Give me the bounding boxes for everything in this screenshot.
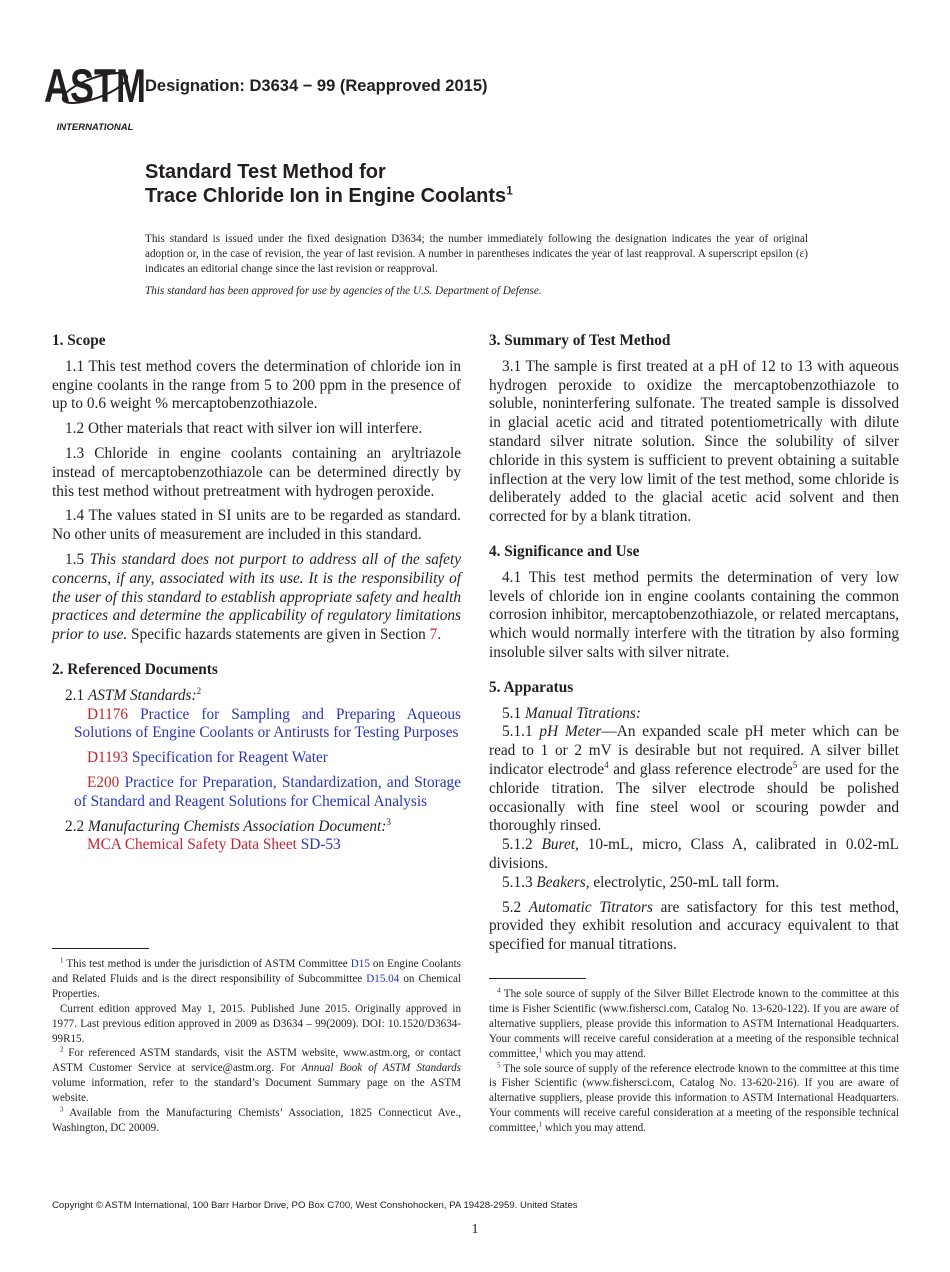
text-run: 5.1.2 <box>502 836 542 854</box>
paragraph <box>52 551 461 645</box>
referenced-document <box>52 836 461 855</box>
astm-logo <box>44 55 146 133</box>
text-run: Specific hazards statements are given in Section <box>127 626 430 644</box>
reference-link[interactable]: D1193 <box>87 749 129 767</box>
page-title <box>145 160 513 208</box>
reference-link[interactable]: Specification for Reagent Water <box>128 749 328 767</box>
footnote <box>52 1046 461 1106</box>
title-line-2: Trace Chloride Ion in Engine Coolants <box>145 185 507 207</box>
text-run: 1.3 Chloride in engine coolants containing an aryltriazole instead of mercaptobenzothiazole can be determined directly by this test method without pretreatment with hydrogen peroxide. <box>52 444 461 500</box>
text-run: and glass reference electrode <box>608 760 793 778</box>
paragraph <box>52 420 461 439</box>
footnote-mark: 5 <box>497 1060 501 1069</box>
text-run: 5.1.1 <box>502 723 540 741</box>
footnotes-left <box>52 957 461 1136</box>
text-run: Beakers, <box>536 873 590 891</box>
reference-link[interactable]: D15.04 <box>366 972 400 985</box>
copyright: Copyright © ASTM International, 100 Barr Harbor Drive, PO Box C700, West Conshohocken, PA 19428-2959. United States <box>52 1200 578 1211</box>
footnote <box>52 1106 461 1136</box>
designation: Designation: D3634 − 99 (Reapproved 2015) <box>145 77 488 95</box>
referenced-document <box>52 749 461 768</box>
text-run: 10-mL, micro, Class A, calibrated in 0.02-mL divisions. <box>489 836 899 872</box>
paragraph <box>489 899 899 955</box>
footnote-mark: 2 <box>196 685 202 696</box>
footnote <box>52 1002 461 1047</box>
footnote-mark: 1 <box>538 1120 543 1129</box>
designation-notice: This standard is issued under the fixed designation D3634; the number immediately following the designation indicates the year of original adoption or, in the case of revision, the year of last revision. A number in parentheses indicates the year of last reapproval. A superscript epsilon (ε) indicates an editorial change since the last revision or reapproval. <box>145 233 808 275</box>
text-run: Annual Book of ASTM Standards <box>301 1062 461 1075</box>
text-run: on Engine Coolants and Related Fluids and is the direct responsibility of Subcommittee <box>52 958 461 985</box>
paragraph <box>489 358 899 527</box>
right-column <box>489 332 899 961</box>
text-run: This standard does not purport to address all of the safety concerns, if any, associated with its use. It is the responsibility of the user of this standard to establish appropriate safety and health practices and determine the applicability of regulatory limitations prior to use. <box>52 550 461 644</box>
svg-text:ASTM: ASTM <box>44 59 146 112</box>
text-run: electrolytic, 250-mL tall form. <box>589 873 780 891</box>
footnote-divider <box>489 978 586 979</box>
referenced-document <box>52 706 461 744</box>
text-run: are used for the chloride titration. The silver electrode should be polished occasionally with fine steel wool or scouring powder and thoroughly rinsed. <box>489 760 899 835</box>
text-run: This test method is under the jurisdiction of ASTM Committee <box>63 958 351 970</box>
text-run: which you may attend. <box>542 1122 646 1135</box>
paragraph <box>52 818 461 837</box>
text-run: Manual Titrations: <box>524 704 641 722</box>
text-run: volume information, refer to the standard’s Document Summary page on the ASTM website. <box>52 1077 461 1105</box>
left-column <box>52 332 461 861</box>
reference-link[interactable]: SD-53 <box>300 836 341 854</box>
footnote-divider <box>52 948 149 949</box>
section-heading: 1. Scope <box>52 332 106 349</box>
text-run: For referenced ASTM standards, visit the ASTM website, www.astm.org, or contact ASTM Customer Service at service@astm.org. For <box>52 1047 461 1075</box>
text-run: pH Meter <box>539 723 602 741</box>
footnote <box>489 1062 899 1137</box>
text-run: 1.4 The values stated in SI units are to be regarded as standard. No other units of measurement are included in this standard. <box>52 507 461 544</box>
reference-link[interactable]: D1176 <box>87 705 129 723</box>
footnote <box>489 987 899 1062</box>
section-heading: 3. Summary of Test Method <box>489 332 671 349</box>
reference-link[interactable]: Practice for Sampling and Preparing Aqueous Solutions of Engine Coolants or Antirusts for Testing Purposes <box>74 705 461 742</box>
text-run: 1.1 This test method covers the determination of chloride ion in engine coolants in the range from 5 to 200 ppm in the presence of up to 0.6 weight % mercaptobenzothiazole. <box>52 357 461 413</box>
paragraph <box>489 874 899 893</box>
footnote-mark: 4 <box>497 986 501 995</box>
text-run: 5.1 <box>502 704 525 722</box>
text-run: Available from the Manufacturing Chemists’ Association, 1825 Connecticut Ave., Washington, DC 20009. <box>52 1107 461 1134</box>
text-run: Automatic Titrators <box>528 898 653 916</box>
text-run: 1.5 <box>65 550 90 568</box>
title-footnote-mark: 1 <box>506 183 513 198</box>
text-run: 4.1 This test method permits the determination of very low levels of chloride ion in engine coolants containing the common corrosion inhibitor, mercaptobenzothiazole, or related mercaptans, which would normally interfere with the titration by also forming insoluble silver salts with silver nitrate. <box>489 568 899 661</box>
dod-notice: This standard has been approved for use by agencies of the U.S. Department of Defense. <box>145 285 542 298</box>
text-run: Manufacturing Chemists Association Document: <box>87 817 387 835</box>
text-run: The sole source of supply of the Silver Billet Electrode known to the committee at this time is Fisher Scientific (www.fishersci.com, Catalog No. 13-620-122). If you are aware of alternative suppliers, please provide this information to ASTM International Headquarters. Your comments will receive careful consideration at a meeting of the responsible technical committee, <box>489 988 899 1060</box>
footnote-mark: 5 <box>792 759 798 770</box>
intro-notice <box>145 232 808 299</box>
reference-link[interactable]: D15 <box>350 958 370 970</box>
text-run: are satisfactory for this test method, provided they exhibit resolution and accuracy equivalent to that specified for manual titrations. <box>489 898 899 954</box>
text-run: on Chemical Properties. <box>52 972 461 1000</box>
paragraph <box>52 687 461 706</box>
page-number: 1 <box>471 1222 479 1237</box>
paragraph <box>489 705 899 724</box>
paragraph <box>52 445 461 501</box>
referenced-document <box>52 774 461 812</box>
footnote <box>52 957 461 1002</box>
footnote-mark: 2 <box>60 1045 64 1054</box>
title-line-1: Standard Test Method for <box>145 161 386 183</box>
text-run: which you may attend. <box>542 1047 646 1060</box>
footnotes-right <box>489 987 899 1136</box>
reference-link[interactable]: Practice for Preparation, Standardization, and Storage of Standard and Reagent Solutions for Chemical Analysis <box>74 773 461 810</box>
section-heading: 2. Referenced Documents <box>52 660 218 678</box>
text-run: 5.2 <box>502 898 529 916</box>
footnote-mark: 1 <box>60 956 64 965</box>
text-run: Buret, <box>541 836 579 854</box>
reference-link[interactable]: MCA Chemical Safety Data Sheet <box>87 836 297 854</box>
paragraph <box>489 723 899 836</box>
text-run: 2.2 <box>65 817 88 835</box>
text-run: The sole source of supply of the reference electrode known to the committee at this time is Fisher Scientific (www.fishersci.com, Catalog No. 13-620-216). If you are aware of alternative suppliers, please provide this information to ASTM International Headquarters. Your comments will receive careful consideration at a meeting of the responsible technical committee, <box>489 1062 899 1135</box>
section-heading: 4. Significance and Use <box>489 542 640 560</box>
reference-link[interactable]: E200 <box>87 773 120 791</box>
text-run: 2.1 <box>65 686 88 704</box>
footnote-mark: 4 <box>604 759 609 770</box>
paragraph <box>489 836 899 874</box>
text-run: 3.1 The sample is first treated at a pH of 12 to 13 with aqueous hydrogen peroxide to oxidize the mercaptobenzothiazole to soluble, noninterfering sulfonate. The treated sample is dissolved in glacial acetic acid and titrated potentiometrically with dilute standard silver nitrate solution. Since the solubility of silver chloride in this system is sufficient to prevent obtaining a suitable inflection at the very low limit of the test method, some chloride is deliberately added to the glacial acetic acid solvent and then corrected for by a blank titration. <box>489 357 899 526</box>
footnote-mark: 3 <box>60 1105 64 1114</box>
text-run: 5.1.3 <box>502 873 537 891</box>
section-heading: 5. Apparatus <box>489 678 574 696</box>
text-run: 1.2 Other materials that react with silver ion will interfere. <box>65 420 423 438</box>
text-run: . <box>437 626 442 644</box>
footnote-mark: 3 <box>386 816 391 827</box>
text-run: Current edition approved May 1, 2015. Published June 2015. Originally approved in 1977. Last previous edition approved in 2009 as D3634 – 99(2009). DOI: 10.1520/D3634-99R15. <box>52 1002 461 1045</box>
text-run: ASTM Standards: <box>87 686 197 704</box>
text-run: —An expanded scale pH meter which can be read to 1 or 2 mV is desirable but not required. A silver billet indicator electrode <box>489 723 899 778</box>
paragraph <box>489 569 899 663</box>
paragraph <box>52 507 461 545</box>
paragraph <box>52 358 461 414</box>
reference-link[interactable]: 7 <box>429 626 438 644</box>
svg-text:INTERNATIONAL: INTERNATIONAL <box>56 122 134 133</box>
footnote-mark: 1 <box>538 1045 543 1054</box>
